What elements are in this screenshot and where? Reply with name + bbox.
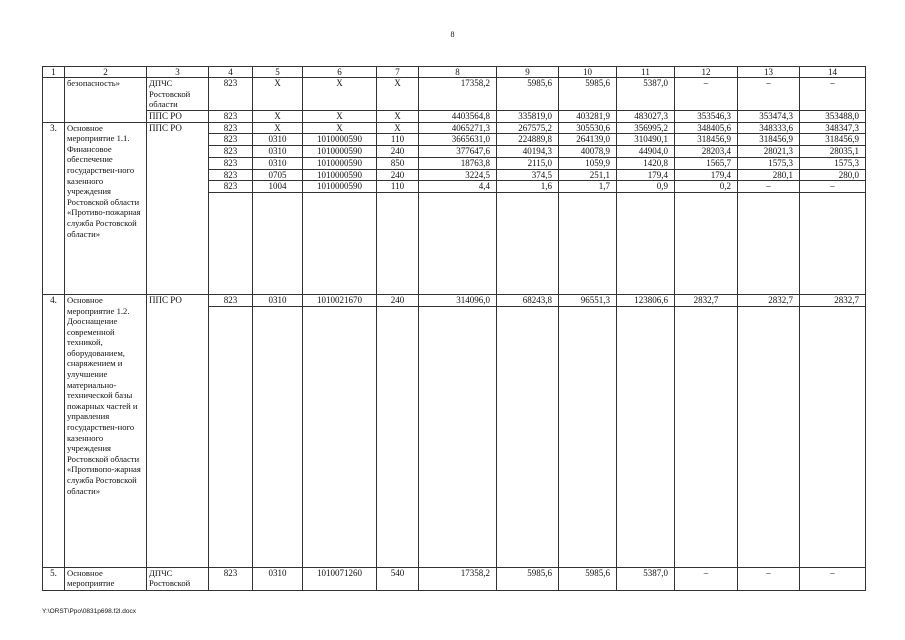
data-cell: 28035,1: [800, 146, 866, 158]
data-cell: 353546,3: [675, 111, 738, 123]
header-cell: 9: [497, 67, 559, 78]
data-cell: 348333,6: [738, 122, 800, 134]
data-cell: 96551,3: [559, 294, 617, 306]
data-cell: 0310: [253, 134, 303, 146]
data-cell: 240: [377, 169, 419, 181]
data-cell: 318456,9: [800, 134, 866, 146]
measure-name-cell: Основное мероприятие: [65, 567, 147, 590]
data-cell: 348405,6: [675, 122, 738, 134]
data-cell: 18763,8: [419, 157, 497, 169]
data-cell: 5387,0: [617, 567, 675, 590]
data-cell: 1,7: [559, 181, 617, 193]
data-cell: 1575,3: [800, 157, 866, 169]
empty-cell: [559, 306, 617, 567]
empty-cell: [800, 192, 866, 294]
data-cell: 823: [209, 134, 253, 146]
data-cell: 823: [209, 157, 253, 169]
data-cell: 483027,3: [617, 111, 675, 123]
data-cell: 40194,3: [497, 146, 559, 158]
data-cell: 377647,6: [419, 146, 497, 158]
empty-cell: [253, 192, 303, 294]
data-cell: 2832,7: [738, 294, 800, 306]
data-cell: 44904,0: [617, 146, 675, 158]
data-cell: 403281,9: [559, 111, 617, 123]
row-number-cell: [43, 78, 65, 123]
data-cell: –: [738, 567, 800, 590]
data-cell: Х: [253, 78, 303, 111]
data-cell: 267575,2: [497, 122, 559, 134]
data-cell: 823: [209, 111, 253, 123]
data-cell: 5985,6: [559, 78, 617, 111]
data-cell: Х: [253, 122, 303, 134]
header-cell: 2: [65, 67, 147, 78]
empty-cell: [559, 192, 617, 294]
empty-cell: [617, 306, 675, 567]
data-cell: –: [800, 567, 866, 590]
data-cell: 1010021670: [303, 294, 377, 306]
table-row: [43, 294, 866, 306]
empty-cell: [303, 192, 377, 294]
executor-cell: ППС РО: [147, 122, 209, 294]
data-cell: 5985,6: [559, 567, 617, 590]
empty-cell: [738, 306, 800, 567]
header-row: [43, 67, 866, 78]
empty-cell: [377, 192, 419, 294]
data-cell: 318456,9: [675, 134, 738, 146]
data-cell: 179,4: [617, 169, 675, 181]
data-cell: 4065271,3: [419, 122, 497, 134]
data-cell: 353488,0: [800, 111, 866, 123]
data-cell: 318456,9: [738, 134, 800, 146]
header-cell: 14: [800, 67, 866, 78]
data-cell: 17358,2: [419, 78, 497, 111]
data-cell: 850: [377, 157, 419, 169]
data-cell: Х: [303, 122, 377, 134]
file-path-footer: Y:\ORST\Ppo\0831p698.f2l.docx: [42, 608, 136, 615]
data-cell: 28203,4: [675, 146, 738, 158]
data-cell: 823: [209, 169, 253, 181]
data-cell: –: [675, 567, 738, 590]
data-cell: 179,4: [675, 169, 738, 181]
data-cell: 1010000590: [303, 181, 377, 193]
measure-name-cell: Основное мероприятие 1.1. Финансовое обеспечение государствен-ного казенного учреждения Ростовской области «Противо-пожарная служба Ростовской области»: [65, 122, 147, 294]
data-cell: 1575,3: [738, 157, 800, 169]
data-cell: 1004: [253, 181, 303, 193]
header-cell: 11: [617, 67, 675, 78]
empty-cell: [419, 306, 497, 567]
data-cell: 264139,0: [559, 134, 617, 146]
header-cell: 12: [675, 67, 738, 78]
header-cell: 6: [303, 67, 377, 78]
empty-cell: [497, 306, 559, 567]
data-cell: 356995,2: [617, 122, 675, 134]
data-cell: 3665631,0: [419, 134, 497, 146]
header-cell: 1: [43, 67, 65, 78]
data-cell: 823: [209, 294, 253, 306]
data-cell: 0,9: [617, 181, 675, 193]
data-cell: 0310: [253, 294, 303, 306]
data-cell: 0310: [253, 146, 303, 158]
header-cell: 5: [253, 67, 303, 78]
data-cell: Х: [377, 78, 419, 111]
data-cell: 1059,9: [559, 157, 617, 169]
data-cell: Х: [377, 122, 419, 134]
header-cell: 3: [147, 67, 209, 78]
data-cell: 540: [377, 567, 419, 590]
data-cell: 823: [209, 146, 253, 158]
data-cell: 0310: [253, 567, 303, 590]
data-cell: 2832,7: [675, 294, 738, 306]
data-cell: 110: [377, 134, 419, 146]
empty-cell: [800, 306, 866, 567]
data-cell: 28021,3: [738, 146, 800, 158]
data-cell: 4403564,8: [419, 111, 497, 123]
data-cell: 1010000590: [303, 146, 377, 158]
data-cell: 1,6: [497, 181, 559, 193]
data-cell: 110: [377, 181, 419, 193]
empty-cell: [209, 306, 253, 567]
executor-cell: ППС РО: [147, 294, 209, 567]
data-cell: –: [675, 78, 738, 111]
data-cell: 123806,6: [617, 294, 675, 306]
data-cell: Х: [377, 111, 419, 123]
data-cell: 1420,8: [617, 157, 675, 169]
data-cell: –: [738, 181, 800, 193]
row-number-cell: 3.: [43, 122, 65, 294]
data-cell: 1010071260: [303, 567, 377, 590]
header-cell: 4: [209, 67, 253, 78]
data-cell: Х: [303, 78, 377, 111]
data-cell: 305530,6: [559, 122, 617, 134]
data-cell: 240: [377, 146, 419, 158]
data-cell: 823: [209, 78, 253, 111]
data-cell: 2115,0: [497, 157, 559, 169]
budget-table: [42, 66, 866, 591]
data-cell: –: [738, 78, 800, 111]
data-cell: 17358,2: [419, 567, 497, 590]
data-cell: –: [800, 181, 866, 193]
data-cell: 240: [377, 294, 419, 306]
executor-cell: ДПЧС Ростовской: [147, 567, 209, 590]
data-cell: 1010000590: [303, 157, 377, 169]
data-cell: 280,0: [800, 169, 866, 181]
data-cell: 353474,3: [738, 111, 800, 123]
data-cell: 224889,8: [497, 134, 559, 146]
data-cell: 5387,0: [617, 78, 675, 111]
data-cell: 374,5: [497, 169, 559, 181]
data-cell: 823: [209, 567, 253, 590]
data-cell: 2832,7: [800, 294, 866, 306]
header-cell: 7: [377, 67, 419, 78]
table-row: [43, 122, 866, 134]
data-cell: 1010000590: [303, 169, 377, 181]
data-cell: 1010000590: [303, 134, 377, 146]
data-cell: 68243,8: [497, 294, 559, 306]
table-row: [43, 567, 866, 590]
data-cell: 251,1: [559, 169, 617, 181]
page-number: 8: [450, 30, 455, 39]
data-cell: 3224,5: [419, 169, 497, 181]
measure-name-cell: безопасность»: [65, 78, 147, 123]
empty-cell: [253, 306, 303, 567]
empty-cell: [617, 192, 675, 294]
data-cell: 5985,6: [497, 78, 559, 111]
data-cell: 40078,9: [559, 146, 617, 158]
data-cell: 4,4: [419, 181, 497, 193]
data-cell: 1565,7: [675, 157, 738, 169]
data-cell: 348347,3: [800, 122, 866, 134]
empty-cell: [419, 192, 497, 294]
row-number-cell: 4.: [43, 294, 65, 567]
empty-cell: [675, 306, 738, 567]
empty-cell: [497, 192, 559, 294]
executor-cell: ДПЧС Ростовской области: [147, 78, 209, 111]
data-cell: Х: [253, 111, 303, 123]
data-cell: 310490,1: [617, 134, 675, 146]
data-cell: 280,1: [738, 169, 800, 181]
data-cell: 823: [209, 181, 253, 193]
data-cell: –: [800, 78, 866, 111]
data-cell: 0,2: [675, 181, 738, 193]
header-cell: 10: [559, 67, 617, 78]
table-row: [43, 111, 866, 123]
row-number-cell: 5.: [43, 567, 65, 590]
data-cell: 335819,0: [497, 111, 559, 123]
empty-cell: [209, 192, 253, 294]
data-cell: Х: [303, 111, 377, 123]
data-cell: 0310: [253, 157, 303, 169]
executor-cell: ППС РО: [147, 111, 209, 123]
measure-name-cell: Основное мероприятие 1.2. Дооснащение современной техникой, оборудованием, снаряжением и улучшение материально-технической базы пожарных частей и управления государствен-ного казенного учреждения Ростовской области «Противопо-жарная служба Ростовской области»: [65, 294, 147, 567]
empty-cell: [675, 192, 738, 294]
empty-cell: [303, 306, 377, 567]
table-row: [43, 78, 866, 111]
empty-cell: [738, 192, 800, 294]
data-cell: 823: [209, 122, 253, 134]
header-cell: 13: [738, 67, 800, 78]
data-cell: 5985,6: [497, 567, 559, 590]
data-cell: 314096,0: [419, 294, 497, 306]
data-cell: 0705: [253, 169, 303, 181]
header-cell: 8: [419, 67, 497, 78]
empty-cell: [377, 306, 419, 567]
